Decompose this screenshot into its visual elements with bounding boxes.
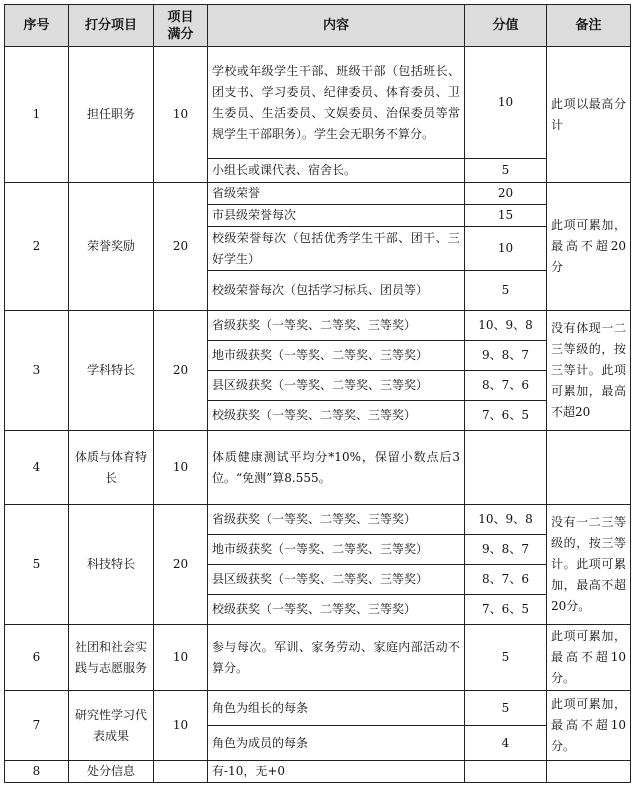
content-cell: 角色为组长的每条 — [208, 691, 465, 726]
full-score-cell — [154, 761, 208, 783]
remark-cell — [547, 431, 631, 505]
content-cell: 市县级荣誉每次 — [208, 205, 465, 227]
score-cell — [465, 761, 547, 783]
content-cell: 省级获奖（一等奖、二等奖、三等奖） — [208, 311, 465, 341]
table-row — [5, 505, 631, 535]
score-cell: 4 — [465, 726, 547, 761]
table-row — [5, 691, 631, 726]
remark-cell: 没有体现一二三等级的，按三等计。此项可累加，最高不超20 — [547, 311, 631, 431]
table-row — [5, 625, 631, 691]
content-cell: 体质健康测试平均分*10%，保留小数点后3位。“免测”算8.555。 — [208, 431, 465, 505]
content-cell: 地市级获奖（一等奖、二等奖、三等奖） — [208, 535, 465, 565]
full-score-cell: 20 — [154, 505, 208, 625]
remark-cell: 此项可累加，最高不超20分 — [547, 183, 631, 311]
remark-cell: 此项可累加，最高不超10分。 — [547, 691, 631, 761]
score-cell: 5 — [465, 691, 547, 726]
content-cell: 校级荣誉每次（包括学习标兵、团员等） — [208, 271, 465, 311]
score-cell: 10 — [465, 227, 547, 271]
score-cell: 10、9、8 — [465, 311, 547, 341]
score-cell: 9、8、7 — [465, 535, 547, 565]
header-row — [5, 5, 631, 47]
content-cell: 省级荣誉 — [208, 183, 465, 205]
remark-cell: 此项可累加，最高不超10分。 — [547, 625, 631, 691]
table-row — [5, 311, 631, 341]
score-cell: 9、8、7 — [465, 341, 547, 371]
seq-cell: 1 — [5, 47, 69, 183]
score-cell: 20 — [465, 183, 547, 205]
item-cell: 社团和社会实践与志愿服务 — [69, 625, 154, 691]
seq-cell: 4 — [5, 431, 69, 505]
item-cell: 科技特长 — [69, 505, 154, 625]
table-row — [5, 431, 631, 505]
seq-cell: 8 — [5, 761, 69, 783]
remark-cell: 此项以最高分计 — [547, 47, 631, 183]
header-item: 打分项目 — [69, 5, 154, 47]
content-cell: 有-10，无+0 — [208, 761, 465, 783]
content-cell: 地市级获奖（一等奖、二等奖、三等奖） — [208, 341, 465, 371]
full-score-cell: 10 — [154, 431, 208, 505]
seq-cell: 7 — [5, 691, 69, 761]
table-row — [5, 183, 631, 205]
full-score-cell: 10 — [154, 625, 208, 691]
table-row — [5, 47, 631, 159]
header-content: 内容 — [208, 5, 465, 47]
remark-cell: 没有一二三等级的，按三等计。此项可累加，最高不超20分。 — [547, 505, 631, 625]
score-cell: 7、6、5 — [465, 595, 547, 625]
score-cell: 10 — [465, 47, 547, 159]
score-cell: 7、6、5 — [465, 401, 547, 431]
full-score-cell: 10 — [154, 691, 208, 761]
header-full: 项目 满分 — [154, 5, 208, 47]
full-score-cell: 10 — [154, 47, 208, 183]
item-cell: 担任职务 — [69, 47, 154, 183]
item-cell: 体质与体育特长 — [69, 431, 154, 505]
full-score-cell: 20 — [154, 183, 208, 311]
content-cell: 角色为成员的每条 — [208, 726, 465, 761]
table-row — [5, 761, 631, 783]
header-seq: 序号 — [5, 5, 69, 47]
content-cell: 参与每次。军训、家务劳动、家庭内部活动不算分。 — [208, 625, 465, 691]
header-remark: 备注 — [547, 5, 631, 47]
item-cell: 学科特长 — [69, 311, 154, 431]
content-cell: 小组长或课代表、宿舍长。 — [208, 159, 465, 183]
item-cell: 研究性学习代表成果 — [69, 691, 154, 761]
content-cell: 省级获奖（一等奖、二等奖、三等奖） — [208, 505, 465, 535]
seq-cell: 2 — [5, 183, 69, 311]
seq-cell: 6 — [5, 625, 69, 691]
content-cell: 学校或年级学生干部、班级干部（包括班长、团支书、学习委员、纪律委员、体育委员、卫生委员、生活委员、文娱委员、治保委员等常规学生干部职务）。学生会无职务不算分。 — [208, 47, 465, 159]
content-cell: 县区级获奖（一等奖、二等奖、三等奖） — [208, 565, 465, 595]
score-cell: 5 — [465, 159, 547, 183]
content-cell: 校级获奖（一等奖、二等奖、三等奖） — [208, 595, 465, 625]
score-cell: 8、7、6 — [465, 565, 547, 595]
score-cell: 15 — [465, 205, 547, 227]
item-cell: 荣誉奖励 — [69, 183, 154, 311]
score-cell — [465, 431, 547, 505]
content-cell: 县区级获奖（一等奖、二等奖、三等奖） — [208, 371, 465, 401]
remark-cell — [547, 761, 631, 783]
item-cell: 处分信息 — [69, 761, 154, 783]
score-cell: 5 — [465, 625, 547, 691]
content-cell: 校级荣誉每次（包括优秀学生干部、团干、三好学生） — [208, 227, 465, 271]
full-score-cell: 20 — [154, 311, 208, 431]
score-cell: 10、9、8 — [465, 505, 547, 535]
score-cell: 5 — [465, 271, 547, 311]
seq-cell: 3 — [5, 311, 69, 431]
scoring-table — [4, 4, 631, 783]
header-score: 分值 — [465, 5, 547, 47]
score-cell: 8、7、6 — [465, 371, 547, 401]
content-cell: 校级获奖（一等奖、二等奖、三等奖） — [208, 401, 465, 431]
seq-cell: 5 — [5, 505, 69, 625]
